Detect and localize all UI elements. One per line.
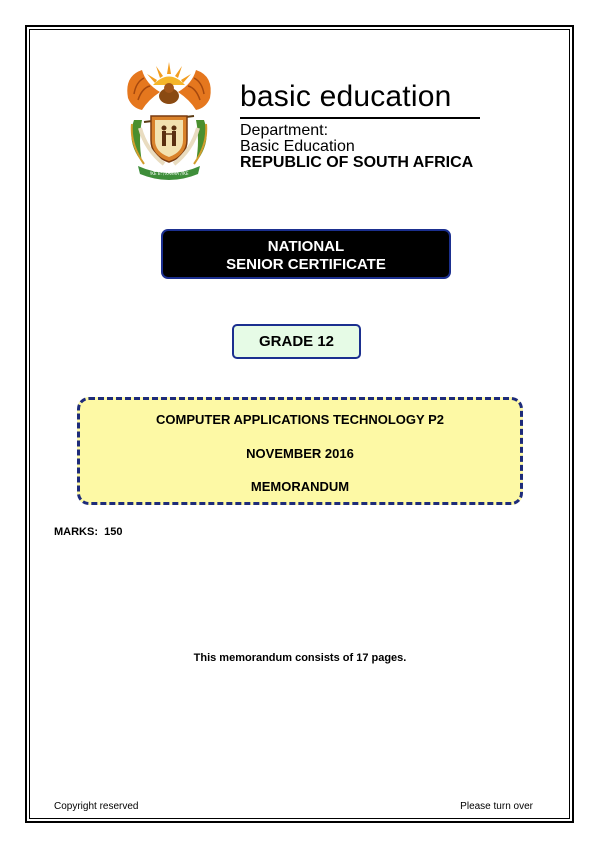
footer-turn-over: Please turn over	[460, 801, 533, 812]
subject-panel	[77, 397, 523, 505]
footer-copyright: Copyright reserved	[54, 801, 139, 812]
certificate-line-2: SENIOR CERTIFICATE	[226, 256, 386, 273]
certificate-banner	[161, 229, 451, 279]
logo-underline	[240, 117, 480, 119]
document-type: MEMORANDUM	[250, 479, 350, 494]
department-label: Department:	[240, 122, 329, 139]
grade-badge: GRADE 12	[232, 324, 361, 359]
coat-of-arms-icon	[120, 58, 218, 180]
department-name: Basic Education	[240, 138, 355, 155]
crest-motto-text: !KE E: /XARRA //KE	[149, 171, 189, 176]
subject-title: COMPUTER APPLICATIONS TECHNOLOGY P2	[156, 412, 444, 427]
page-count-note: This memorandum consists of 17 pages.	[193, 652, 407, 664]
certificate-line-1: NATIONAL	[267, 238, 345, 255]
logo-title: basic education	[240, 80, 452, 113]
exam-session: NOVEMBER 2016	[246, 446, 354, 461]
country-name: REPUBLIC OF SOUTH AFRICA	[240, 154, 474, 171]
total-marks: MARKS: 150	[54, 526, 123, 538]
